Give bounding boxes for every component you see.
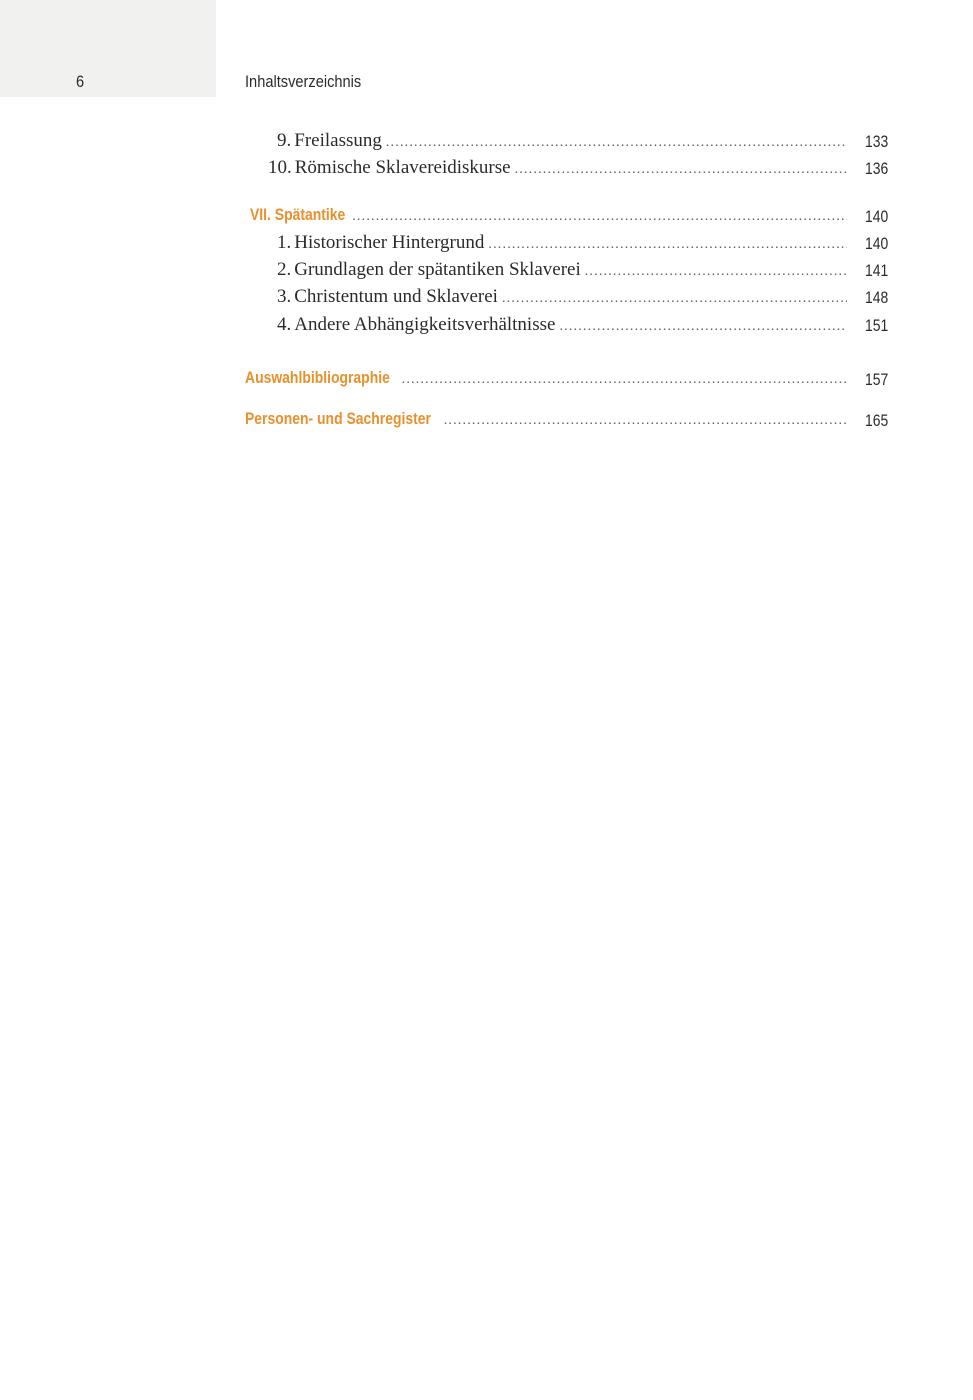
toc-section[interactable] [245,368,847,392]
toc-entry-number: 3. [277,286,292,307]
toc-chapter[interactable] [250,205,847,229]
toc-entry-page: 165 [865,411,889,430]
dot-leader [488,237,847,253]
dot-leader [502,291,847,307]
toc-section-title: Auswahlbibliographie [245,368,390,387]
corner-box [0,0,216,97]
toc-entry-title: Römische Sklavereidiskurse [294,157,511,178]
toc-entry-page: 140 [865,234,889,253]
toc-entry[interactable] [277,130,847,154]
toc-chapter-title: Spätantike [274,205,346,224]
toc-entry[interactable] [277,314,847,338]
toc-entry-title: Historischer Hintergrund [294,232,485,253]
toc-entry-title: Grundlagen der spätantiken Sklaverei [294,259,581,280]
dot-leader [559,319,847,335]
dot-leader [352,209,847,225]
toc-entry-title: Christentum und Sklaverei [294,286,498,307]
toc-entry[interactable] [277,232,847,256]
toc-chapter-label [250,205,345,225]
toc-entry-page: 141 [865,261,889,280]
running-head: Inhaltsverzeichnis [245,72,362,91]
dot-leader [402,372,847,388]
dot-leader [444,413,847,429]
toc-chapter-number: VII. [250,205,271,224]
toc-entry-title: Freilassung [294,130,382,151]
toc-entry-page: 133 [865,132,889,151]
toc-entry[interactable] [277,259,847,283]
dot-leader [585,264,847,280]
dot-leader [386,135,847,151]
toc-section-title: Personen- und Sachregister [245,409,431,428]
page-number: 6 [76,72,85,91]
toc-entry-number: 2. [277,259,292,280]
toc-entry-title: Andere Abhängigkeitsverhältnisse [294,314,556,335]
toc-section[interactable] [245,409,847,433]
toc-entry-number: 10. [268,157,292,178]
toc-entry-page: 136 [865,159,889,178]
toc-entry[interactable] [277,286,847,310]
toc-entry-page: 151 [865,316,889,335]
toc-entry-page: 140 [865,207,889,226]
dot-leader [515,162,847,178]
toc-entry-page: 148 [865,288,889,307]
toc-entry-number: 9. [277,130,292,151]
toc-entry-number: 4. [277,314,292,335]
toc-entry-number: 1. [277,232,292,253]
toc-entry-page: 157 [865,370,889,389]
toc-entry[interactable] [268,157,847,181]
